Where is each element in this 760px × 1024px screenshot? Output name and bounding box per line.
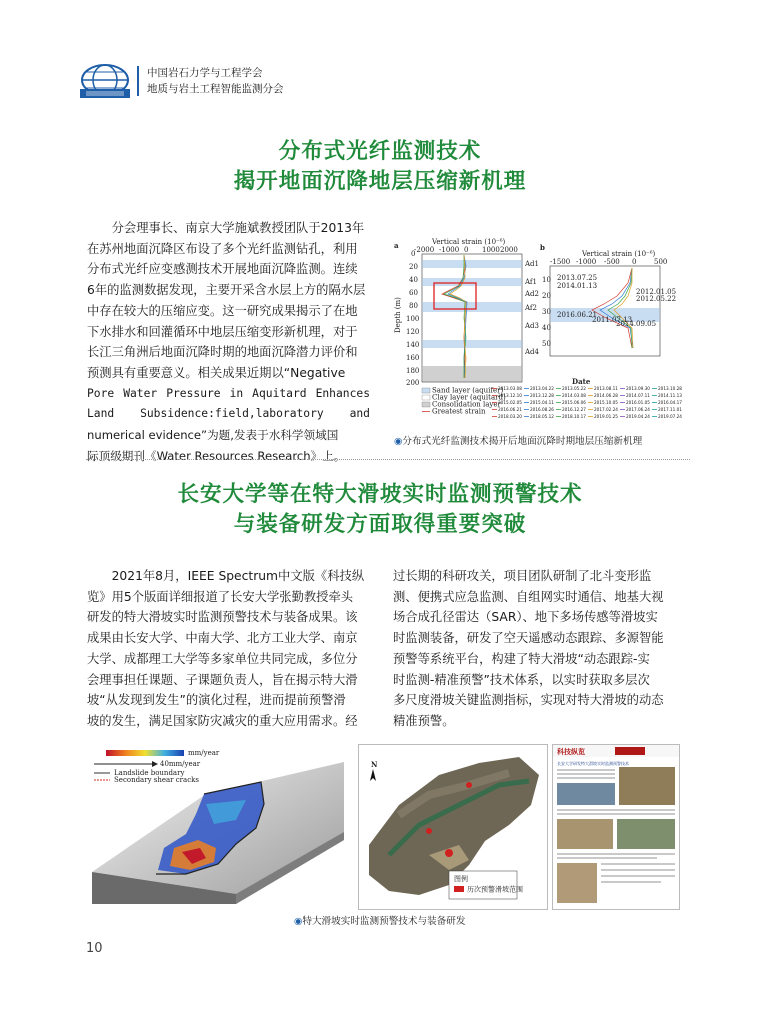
- date-legend-item: 2015.04.11: [530, 400, 554, 405]
- article1-line: 分会理事长、南京大学施斌教授团队于2013年: [111, 221, 365, 235]
- ytick: 30: [542, 308, 551, 316]
- article2-title-line1: 长安大学等在特大滑坡实时监测预警技术: [177, 482, 583, 507]
- news-text-line: [601, 875, 675, 877]
- article2-line: 预警等系统平台，构建了特大滑坡“动态跟踪-实: [393, 651, 650, 666]
- satellite-map-figure: [358, 744, 548, 910]
- news-headline: 长安大学研发特大滑坡实时监测预警技术: [557, 761, 629, 766]
- aquifer-band: [422, 340, 521, 348]
- legend-item: Sand layer (aquifer): [432, 386, 504, 395]
- date-legend-item: 2019.07.24: [658, 414, 682, 419]
- xtick: 500: [654, 258, 668, 266]
- date-legend-item: 2019.04.24: [626, 414, 650, 419]
- article2-line: 精准预警。: [393, 713, 455, 728]
- annotation: 2012.05.22: [636, 295, 677, 303]
- north-label: N: [371, 760, 378, 769]
- news-text-line: [557, 809, 675, 811]
- article1-body: [87, 218, 370, 466]
- article2-line: 览》用5个版面详细报道了长安大学张勤教授牵头: [87, 589, 354, 604]
- news-masthead: 科技纵览: [557, 747, 585, 756]
- annotation: 2014.09.05: [616, 320, 657, 328]
- header-logo: [80, 62, 130, 100]
- panel-a-yticks: [406, 250, 419, 387]
- xtick: -2000: [414, 246, 435, 254]
- ytick: 100: [406, 315, 420, 323]
- warning-marker: [466, 782, 472, 788]
- panel-a-xlabel: Vertical strain (10⁻⁶): [432, 238, 506, 246]
- section-divider: [86, 459, 690, 460]
- ytick: 40: [409, 276, 418, 284]
- xtick: 1000: [482, 246, 500, 254]
- news-photo: [617, 819, 675, 849]
- bedrock-band: [422, 366, 521, 382]
- ytick: 0: [411, 250, 416, 258]
- article1-caption-text: 分布式光纤监测技术揭开后地面沉降时期地层压缩新机理: [402, 436, 643, 447]
- article1-line: 6年的监测数据发现，主要开采含水层上方的隔水层: [87, 283, 366, 298]
- org-name-line1: 中国岩石力学与工程学会: [147, 67, 263, 79]
- landslide-3d-figure: [86, 744, 348, 908]
- legend-swatch: [422, 395, 430, 400]
- annotation: 2016.06.21: [557, 311, 598, 319]
- panel-b-xlabel: Vertical strain (10⁻⁶): [582, 250, 656, 258]
- layer-label: Af1: [525, 278, 537, 286]
- ylabel: Depth (m): [394, 297, 402, 333]
- date-legend-item: 2013.10.28: [658, 386, 682, 391]
- colorbar-unit: mm/year: [188, 749, 220, 757]
- org-name-line2: 地质与岩土工程智能监测分会: [147, 83, 284, 95]
- colorbar: [106, 750, 184, 756]
- news-text-line: [557, 777, 615, 779]
- xtick: -1000: [576, 258, 597, 266]
- date-legend-item: 2013.04.22: [530, 386, 554, 391]
- ytick: 160: [406, 354, 420, 362]
- layer-label: Ad2: [525, 290, 539, 298]
- article1-line: 际顶级期刊《Water Resources Research》上。: [87, 448, 346, 463]
- panel-b-xticks: [550, 258, 667, 266]
- layer-labels: [524, 260, 540, 356]
- warning-marker: [445, 849, 453, 857]
- date-legend-item: 2015.02.05: [498, 400, 522, 405]
- article2-line: 大学、成都理工大学等多家单位共同完成，多位分: [87, 651, 358, 666]
- article2-line: 多尺度滑坡关键监测指标，实现对特大滑坡的动态: [393, 693, 664, 708]
- ytick: 20: [542, 292, 551, 300]
- date-legend-item: 2013.08.11: [594, 386, 618, 391]
- date-legend-item: 2013.09.30: [626, 386, 650, 391]
- date-legend-item: 2014.03.08: [562, 393, 586, 398]
- date-legend: [492, 386, 682, 419]
- news-text-line: [557, 857, 657, 859]
- article2-right-column: [393, 566, 677, 732]
- news-text-line: [557, 853, 675, 855]
- caption-bullet-icon: ◉: [294, 916, 303, 927]
- xtick: 2000: [500, 246, 518, 254]
- xtick: 0: [464, 246, 469, 254]
- article1-line: numerical evidence”为题,发表于水科学领域国: [87, 428, 339, 443]
- news-photo: [619, 767, 675, 805]
- panel-b-label: b: [540, 243, 545, 252]
- north-arrow-icon: [370, 769, 376, 781]
- annotation: 2014.01.13: [557, 282, 598, 290]
- ytick: 140: [406, 341, 420, 349]
- article2-line: 坡“从发现到发生”的演化过程，进而提前预警滑: [87, 693, 346, 708]
- date-legend-item: 2015.10.05: [594, 400, 618, 405]
- article2-caption-text: 特大滑坡实时监测预警技术与装备研发: [302, 916, 466, 927]
- annotation: 2012.01.05: [636, 288, 677, 296]
- article2-line: 过长期的科研攻关，项目团队研制了北斗变形监: [393, 569, 652, 583]
- map-legend-item: 历次预警滑坡范围: [467, 885, 523, 894]
- legend-swatch: [422, 402, 430, 407]
- ytick: 120: [406, 328, 420, 336]
- ytick: 50: [542, 340, 551, 348]
- news-photo: [557, 863, 597, 903]
- article1-line: Land Subsidence:field,laboratory and: [87, 407, 370, 421]
- article2-line: 会理事担任课题、子课题负责人，旨在揭示特大滑: [87, 672, 358, 687]
- date-legend-item: 2019.01.25: [594, 414, 618, 419]
- legend-item: Clay layer (aquitard): [432, 393, 506, 402]
- ytick: 40: [542, 324, 551, 332]
- article2-line: 场合成孔径雷达（SAR）、地下多场传感等滑坡实: [393, 610, 658, 625]
- article2-line: 2021年8月，IEEE Spectrum中文版《科技纵: [111, 569, 365, 583]
- layer-label: Ad4: [525, 348, 539, 356]
- panel-a-label: a: [394, 241, 399, 250]
- news-photo: [557, 819, 613, 849]
- date-legend-item: 2016.01.05: [626, 400, 650, 405]
- article1-caption: [394, 433, 694, 447]
- article2-title-line2: 与装备研发方面取得重要突破: [233, 512, 527, 537]
- annotation: 2013.07.25: [557, 274, 598, 282]
- legend-boundary: Landslide boundary: [114, 769, 185, 777]
- panel-a-xticks: [414, 246, 518, 254]
- news-text-line: [557, 773, 615, 775]
- article2-line: 成果由长安大学、中南大学、北方工业大学、南京: [87, 631, 358, 646]
- header-separator: [137, 66, 139, 96]
- ytick: 60: [409, 289, 418, 297]
- xtick: -1500: [550, 258, 571, 266]
- legend-cracks: Secondary shear cracks: [114, 776, 199, 784]
- caption-bullet-icon: ◉: [394, 436, 403, 447]
- article1-line: 中存在较大的压缩应变。这一研究成果揭示了在地: [87, 303, 358, 318]
- ytick: 20: [409, 263, 418, 271]
- ytick: 180: [406, 367, 420, 375]
- date-legend-item: 2013.05.22: [562, 386, 586, 391]
- legend-item: Greatest strain: [432, 407, 486, 416]
- news-masthead-tag: [615, 747, 645, 755]
- article2-line: 坡的发生，满足国家防灾减灾的重大应用需求。经: [87, 713, 358, 728]
- news-text-line: [601, 869, 675, 871]
- article1-line: 长江三角洲后地面沉降时期的地面沉降潜力评价和: [87, 345, 358, 360]
- date-legend-item: 2014.07.11: [626, 393, 650, 398]
- date-legend-item: 2016.04.17: [658, 400, 682, 405]
- date-legend-item: 2016.06.21: [498, 407, 522, 412]
- date-legend-item: 2017.11.01: [658, 407, 682, 412]
- date-legend-item: 2014.11.13: [658, 393, 682, 398]
- article1-line: 在苏州地面沉降区布设了多个光纤监测钻孔，利用: [87, 241, 358, 256]
- date-legend-item: 2018.10.17: [562, 414, 586, 419]
- article1-title-line2: 揭开地面沉降地层压缩新机理: [233, 169, 527, 194]
- date-legend-item: 2015.06.06: [562, 400, 586, 405]
- date-legend-item: 2018.03.20: [498, 414, 522, 419]
- date-legend-item: 2014.06.28: [594, 393, 618, 398]
- date-legend-item: 2016.12.27: [562, 407, 586, 412]
- aquifer-band: [422, 260, 521, 268]
- article2-caption: [294, 913, 594, 927]
- ytick: 10: [542, 276, 551, 284]
- warning-marker: [426, 828, 432, 834]
- legend-title: Date: [572, 377, 591, 386]
- article1-line: 分布式光纤应变感测技术开展地面沉降监测。连续: [87, 262, 358, 277]
- news-photo: [557, 783, 615, 805]
- panel-a-frame: [422, 254, 522, 382]
- date-legend-item: 2013.12.28: [530, 393, 554, 398]
- legend-item: Consolidation layer: [432, 400, 501, 409]
- article1-line: 下水排水和回灌循环中地层压缩变形新机理，对于: [87, 324, 358, 339]
- xtick: -1000: [439, 246, 460, 254]
- date-legend-item: 2016.08.26: [530, 407, 554, 412]
- scale-label: 40mm/year: [160, 760, 201, 768]
- map-legend-swatch: [454, 886, 464, 892]
- ytick: 80: [409, 302, 418, 310]
- article2-line: 研发的特大滑坡实时监测预警技术与装备成果。该: [87, 610, 358, 625]
- layer-label: Af2: [525, 304, 537, 312]
- date-legend-item: 2013.12.10: [498, 393, 522, 398]
- article2-line: 时监测-精准预警”技术体系，以实时获取多层次: [393, 672, 650, 687]
- date-legend-item: 2018.05.12: [530, 414, 554, 419]
- news-text-line: [557, 769, 615, 771]
- article2-line: 测、便携式应急监测、自组网实时通信、地基大视: [393, 589, 664, 604]
- arrow-head-icon: [152, 761, 158, 767]
- article2-line: 时监测装备，研发了空天遥感动态跟踪、多源智能: [393, 631, 664, 646]
- date-legend-item: 2017.06.24: [626, 407, 650, 412]
- aquifer-band: [422, 278, 521, 286]
- xtick: -500: [604, 258, 620, 266]
- layer-label: Ad1: [525, 260, 539, 268]
- article1-title-line1: 分布式光纤监测技术: [278, 139, 482, 164]
- aquifer-band: [422, 302, 521, 312]
- legend-swatch: [422, 388, 430, 393]
- panel-b-yticks: [542, 276, 551, 348]
- article1-line: Pore Water Pressure in Aquitard Enhances: [87, 386, 370, 400]
- xtick: 0: [632, 258, 637, 266]
- news-text-line: [601, 863, 675, 865]
- news-text-line: [557, 813, 675, 815]
- ytick: 200: [406, 379, 420, 387]
- page-number: 10: [86, 941, 103, 956]
- date-legend-item: 2017.02.24: [594, 407, 618, 412]
- article1-figure: [392, 238, 687, 426]
- article2-left-column: [87, 566, 370, 732]
- article1-line: 预测具有重要意义。相关成果近期以“Negative: [87, 365, 346, 380]
- news-article-figure: [552, 744, 680, 910]
- layer-label: Ad3: [525, 322, 539, 330]
- news-text-line: [601, 881, 661, 883]
- annotation: 2011.07.13: [592, 316, 633, 324]
- date-legend-item: 2013.03.08: [498, 386, 522, 391]
- map-legend-title: 图例: [454, 875, 468, 883]
